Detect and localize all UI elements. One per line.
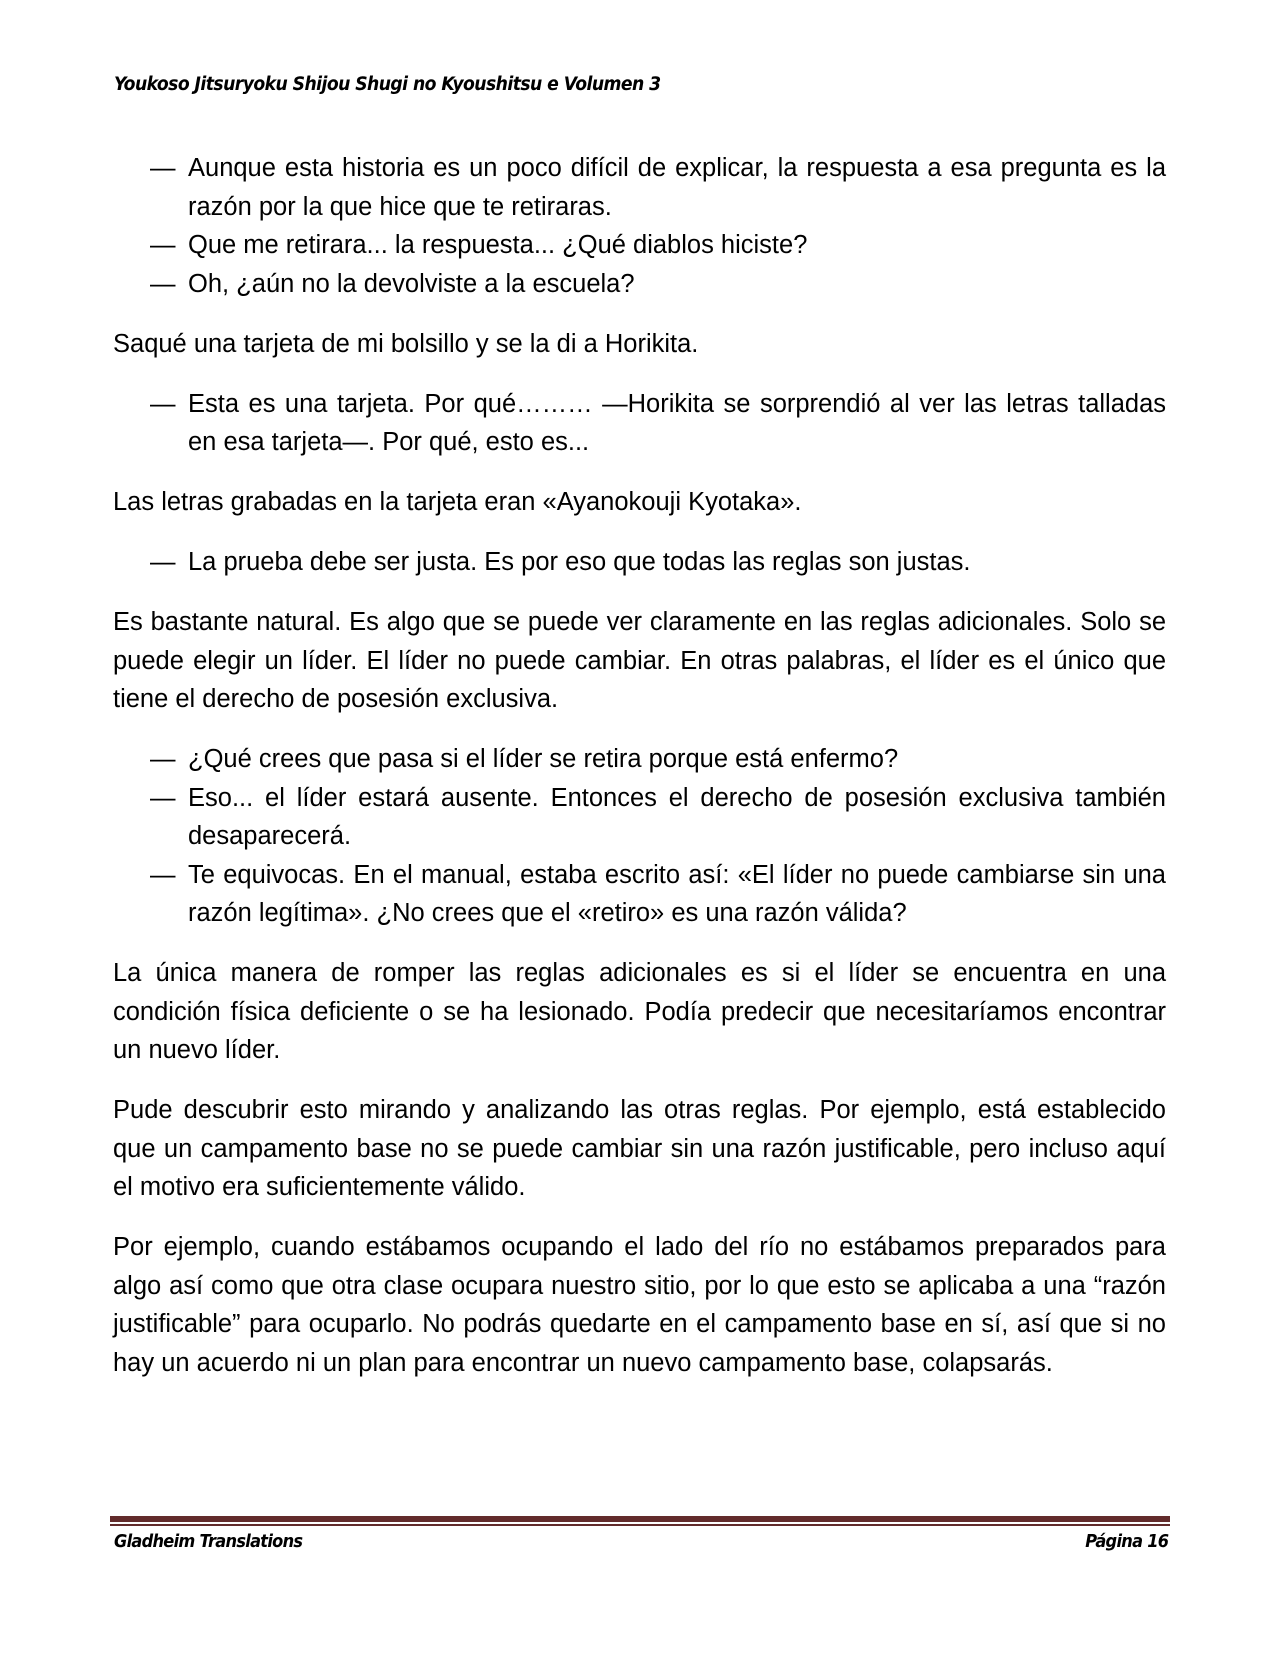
dialogue-line [113, 265, 1166, 304]
dialogue-block [113, 385, 1166, 462]
dialogue-line [113, 149, 1166, 226]
footer-divider [110, 1516, 1170, 1526]
dialogue-line [113, 856, 1166, 933]
dialogue-text: Esta es una tarjeta. Por qué……… —Horikita se sorprendió al ver las letras talladas en esa tarjeta—. Por qué, esto es... [188, 389, 1166, 456]
em-dash: — [150, 548, 176, 576]
narrative-paragraph: Es bastante natural. Es algo que se puede ver claramente en las reglas adicionales. Solo se puede elegir un líder. El líder no puede cambiar. En otras palabras, el líder es el único que tiene el derecho de posesión exclusiva. [113, 608, 1166, 713]
em-dash: — [150, 231, 176, 259]
narrative-paragraph: Las letras grabadas en la tarjeta eran «Ayanokouji Kyotaka». [113, 488, 802, 516]
dialogue-text: Que me retirara... la respuesta... ¿Qué diablos hiciste? [188, 231, 808, 259]
dialogue-block [113, 740, 1166, 933]
dialogue-line [113, 385, 1166, 462]
em-dash: — [150, 269, 176, 298]
page-number: Página 16 [1084, 1531, 1168, 1552]
page-header-title: Youkoso Jitsuryoku Shijou Shugi no Kyoushitsu e Volumen 3 [114, 74, 661, 95]
dialogue-line [113, 740, 1166, 779]
dialogue-line [113, 543, 1166, 582]
dialogue-text: Aunque esta historia es un poco difícil de explicar, la respuesta a esa pregunta es la razón por la que hice que te retiraras. [188, 154, 1166, 221]
em-dash: — [150, 745, 176, 773]
dialogue-text: Te equivocas. En el manual, estaba escrito así: «El líder no puede cambiarse sin una razón legítima». ¿No crees que el «retiro» es una razón válida? [188, 860, 1166, 927]
em-dash: — [150, 783, 176, 812]
footer-divider-thick [110, 1516, 1170, 1522]
dialogue-text: La prueba debe ser justa. Es por eso que todas las reglas son justas. [188, 548, 971, 576]
narrative-paragraph: Por ejemplo, cuando estábamos ocupando el lado del río no estábamos preparados para algo así como que otra clase ocupara nuestro sitio, por lo que esto se aplicaba a una “razón justificable” para ocuparlo. No podrás quedarte en el campamento base en sí, así que si no hay un acuerdo ni un plan para encontrar un nuevo campamento base, colapsarás. [113, 1233, 1166, 1377]
narrative-paragraph: Saqué una tarjeta de mi bolsillo y se la di a Horikita. [113, 329, 699, 358]
dialogue-text: ¿Qué crees que pasa si el líder se retira porque está enfermo? [188, 745, 899, 773]
narrative-paragraph: Pude descubrir esto mirando y analizando las otras reglas. Por ejemplo, está establecido que un campamento base no se puede cambiar sin una razón justificable, pero incluso aquí el motivo era suficientemente válido. [113, 1096, 1166, 1201]
dialogue-line [113, 226, 1166, 265]
footer-credit: Gladheim Translations [114, 1531, 303, 1552]
footer-divider-thin [110, 1524, 1170, 1526]
dialogue-line [113, 779, 1166, 856]
dialogue-block [113, 149, 1166, 303]
em-dash: — [150, 154, 176, 182]
dialogue-text: Eso... el líder estará ausente. Entonces el derecho de posesión exclusiva también desaparecerá. [188, 783, 1166, 850]
dialogue-block [113, 543, 1166, 582]
em-dash: — [150, 389, 176, 418]
em-dash: — [150, 860, 176, 889]
dialogue-text: Oh, ¿aún no la devolviste a la escuela? [188, 269, 635, 298]
document-body [113, 149, 1166, 1404]
narrative-paragraph: La única manera de romper las reglas adicionales es si el líder se encuentra en una condición física deficiente o se ha lesionado. Podía predecir que necesitaríamos encontrar un nuevo líder. [113, 959, 1166, 1064]
